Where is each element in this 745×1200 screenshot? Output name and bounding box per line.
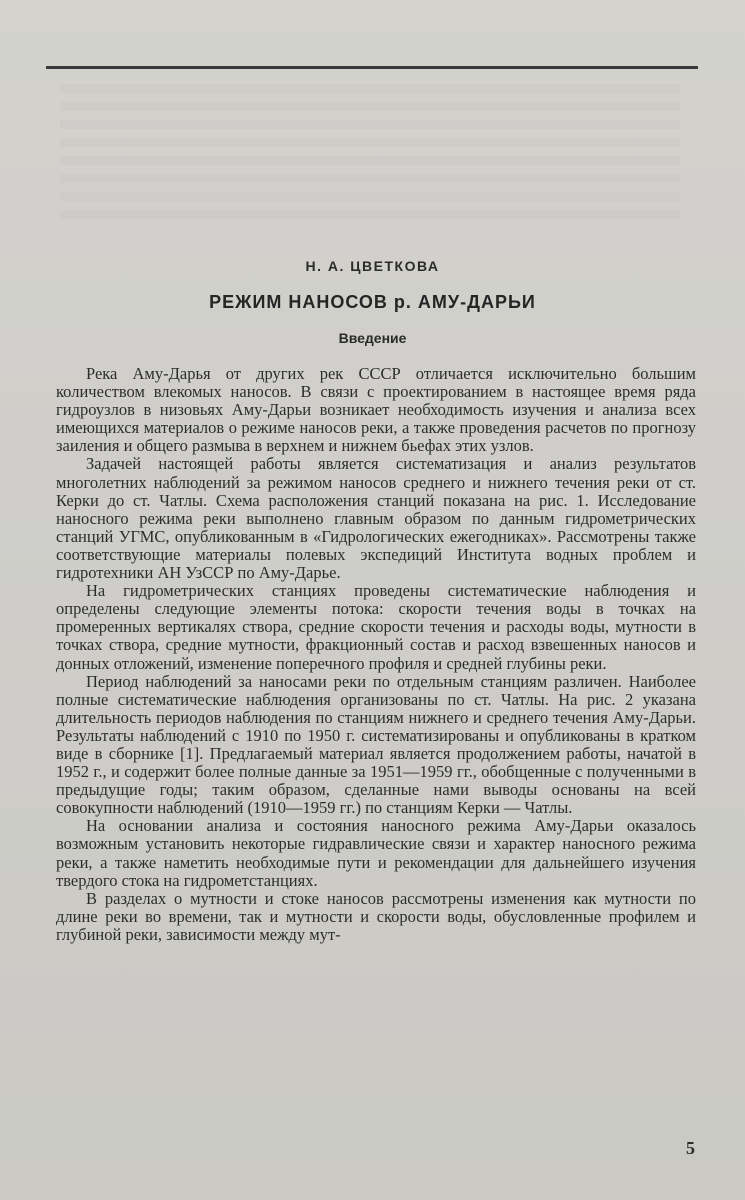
header-rule bbox=[46, 66, 698, 69]
article-title: РЕЖИМ НАНОСОВ р. АМУ-ДАРЬИ bbox=[209, 292, 536, 312]
paragraph: Задачей настоящей работы является систематизация и анализ результатов многолетних наблюдений за режимом наносов среднего и нижнего течения реки от ст. Керки до ст. Чатлы. Схема расположения станций показана на рис. 1. Исследование наносного режима реки выполнено главным образом по данным гидрометрических станций УГМС, опубликованным в «Гидрологических ежегодниках». Рассмотрены также соответствующие материалы полевых экспедиций Института водных проблем и гидротехники АН УзССР по Аму-Дарье. bbox=[56, 454, 696, 583]
paragraph: На гидрометрических станциях проведены систематические наблюдения и определены следующие элементы потока: скорости течения воды в точках на промеренных вертикалях створа, средние скорости течения и расходы воды, мутности в точках створа, средние мутности, фракционный состав и расход взвешенных наносов и донных отложений, изменение поперечного профиля и средней глубины реки. bbox=[56, 581, 696, 673]
author-name: Н. А. ЦВЕТКОВА bbox=[305, 258, 440, 274]
article-body bbox=[56, 365, 696, 944]
paragraph: В разделах о мутности и стоке наносов рассмотрены изменения как мутности по длине реки во времени, так и мутности и скорости воды, обусловленные профилем и глубиной реки, зависимости между мут- bbox=[56, 888, 696, 944]
page-number: 5 bbox=[686, 1138, 695, 1158]
show-through-texture bbox=[60, 84, 680, 224]
paragraph: Период наблюдений за наносами реки по отдельным станциям различен. Наиболее полные систематические наблюдения организованы по ст. Чатлы. На рис. 2 указана длительность периодов наблюдения по станциям нижнего и среднего течения Аму-Дарьи. Результаты наблюдений с 1910 по 1950 г. систематизированы и опубликованы в кратком виде в сборнике [1]. Предлагаемый материал является продолжением работы, начатой в 1952 г., и содержит более полные данные за 1951—1959 гг., обобщенные с полученными в предыдущие годы; таким образом, сделанные нами выводы основаны на всей совокупности наблюдений (1910—1959 гг.) по станциям Керки — Чатлы. bbox=[56, 671, 696, 818]
paragraph: На основании анализа и состояния наносного режима Аму-Дарьи оказалось возможным установить некоторые гидравлические связи и характер наносного режима реки, а также наметить необходимые пути и рекомендации для дальнейшего изучения твердого стока на гидрометстанциях. bbox=[56, 816, 696, 890]
section-heading: Введение bbox=[338, 330, 407, 346]
paragraph: Река Аму-Дарья от других рек СССР отличается исключительно большим количеством влекомых наносов. В связи с проектированием в настоящее время ряда гидроузлов в низовьях Аму-Дарьи возникает необходимость изучения и анализа всех имеющихся материалов о режиме наносов реки, а также проведения расчетов по прогнозу заиления и общего размыва в верхнем и нижнем бьефах этих узлов. bbox=[56, 364, 696, 456]
